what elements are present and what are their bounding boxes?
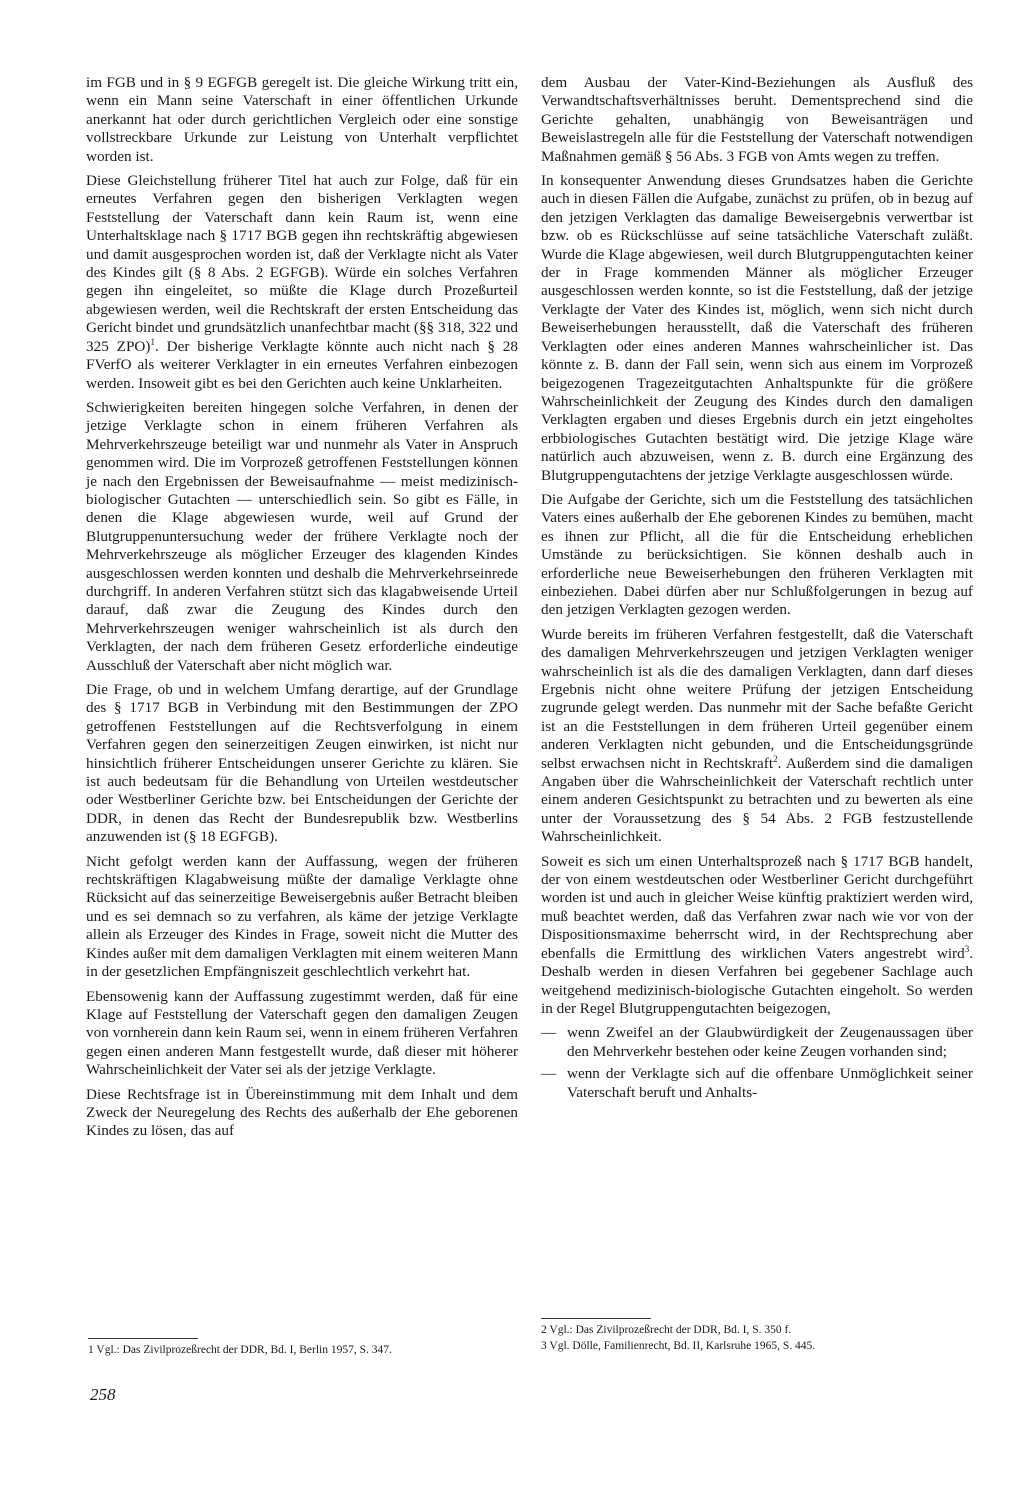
paragraph xyxy=(541,626,973,847)
paragraph xyxy=(86,172,518,393)
paragraph: Die Aufgabe der Gerichte, sich um die Feststellung des tatsächlichen Vaters eines außerhalb der Ehe geborenen Kindes zu bemühen, macht es ihnen zur Pflicht, all die für die Entscheidung erheblichen Umstände zu berücksichtigen. Sie können deshalb auch in erforderliche neue Beweiserhebungen den früheren Verklagten mit einbeziehen. Dabei dürfen aber nur Schlußfolgerungen in bezug auf den jetzigen Verklagten gezogen werden. xyxy=(541,490,973,619)
page-number: 258 xyxy=(90,1385,116,1404)
paragraph: In konsequenter Anwendung dieses Grundsatzes haben die Gerichte auch in diesen Fällen die Aufgabe, zunächst zu prüfen, ob in bezug auf den jetzigen Verklagten das damalige Beweisergebnis verwertbar ist bzw. ob es Rückschlüsse auf seine tatsächliche Vaterschaft zuläßt. Wurde die Klage abgewiesen, weil durch Blutgruppengutachten keiner der in Frage kommenden Männer als möglicher Erzeuger ausgeschlossen werden konnte, so ist die Feststellung, daß der jetzige Verklagte der Vater des Kindes ist, möglich, wenn sich nicht durch Beweiserhebungen herausstellt, daß die Vaterschaft des früheren Verklagten oder eines anderen Mannes wahrscheinlicher ist. Das könnte z. B. dann der Fall sein, wenn sich aus einem im Vorprozeß beigezogenen Tragezeitgutachten Anhaltspunkte für die größere Wahrscheinlichkeit der Zeugung des Kindes durch den damaligen Verklagten ergaben und dieses Ergebnis durch ein jetzt eingeholtes erbbiologisches Gutachten bestätigt wird. Die jetzige Klage wäre natürlich auch abzuweisen, wenn z. B. durch eine Ergänzung des Blutgruppengutachtens der jetzige Verklagte ausgeschlossen würde. xyxy=(541,172,973,484)
paragraph-text: Diese Gleichstellung früherer Titel hat auch zur Folge, daß für ein erneutes Verfahren gegen den bisherigen Verklagten wegen Feststellung der Vaterschaft dann kein Raum ist, wenn eine Unterhaltsklage nach § 1717 BGB gegen ihn rechtskräftig abgewiesen und damit ausgesprochen worden ist, daß der Verklagte nicht als Vater des Kindes gilt (§ 8 Abs. 2 EGFGB). Würde ein solches Verfahren gegen ihn eingeleitet, so müßte die Klage durch Prozeßurteil abgewiesen werden, weil die Rechtskraft der ersten Entscheidung das Gericht bindet und grundsätzlich unanfechtbar macht (§§ 318, 322 und 325 ZPO) xyxy=(86,172,518,355)
dash-list-item xyxy=(541,1065,973,1102)
list-item-text: wenn der Verklagte sich auf die offenbare Unmöglichkeit seiner Vaterschaft beruft und Anhalts- xyxy=(567,1065,973,1101)
footnote-divider xyxy=(88,1338,198,1339)
paragraph: im FGB und in § 9 EGFGB geregelt ist. Die gleiche Wirkung tritt ein, wenn ein Mann seine Vaterschaft in einer öffentlichen Urkunde anerkannt hat oder durch gerichtlichen Vergleich oder eine sonstige vollstreckbare Urkunde zur Leistung von Unterhalt verpflichtet worden ist. xyxy=(86,74,518,165)
dash-list-item xyxy=(541,1024,973,1061)
paragraph-text: Soweit es sich um einen Unterhaltsprozeß nach § 1717 BGB handelt, der von einem westdeutschen oder Westberliner Gericht durchgeführt worden ist und auch in gleicher Weise künftig praktiziert werden wird, muß beachtet werden, daß das Verfahren zwar nach wie vor von der Dispositionsmaxime beherrscht wird, in der Rechtsprechung aber ebenfalls die Ermittlung des wirklichen Vaters angestrebt wird xyxy=(541,852,973,962)
footnote-ref: 3 xyxy=(964,943,970,954)
footnote-1: 1 Vgl.: Das Zivilprozeßrecht der DDR, Bd. I, Berlin 1957, S. 347. xyxy=(88,1344,392,1356)
list-item-text: wenn Zweifel an der Glaubwürdigkeit der Zeugenaussagen über den Mehrverkehr bestehen oder keine Zeugen vorhanden sind; xyxy=(567,1024,973,1060)
dash-bullet: — xyxy=(541,1024,557,1042)
paragraph: Die Frage, ob und in welchem Umfang derartige, auf der Grundlage des § 1717 BGB in Verbindung mit den Bestimmungen der ZPO getroffenen Feststellungen auf die Rechtsverfolgung in einem Verfahren gegen den seinerzeitigen Zeugen einwirken, ist nicht nur hinsichtlich früherer Entscheidungen unserer Gerichte zu klären. Sie ist auch bedeutsam für die Behandlung von Urteilen westdeutscher oder Westberliner Gerichte bzw. bei Entscheidungen der Gerichte der DDR, in denen das Recht der Bundesrepublik bzw. Westberlins anzuwenden ist (§ 18 EGFGB). xyxy=(86,681,518,846)
paragraph-text: Wurde bereits im früheren Verfahren festgestellt, daß die Vaterschaft des damaligen Mehrverkehrszeugen und jetzigen Verklagten weniger wahrscheinlich ist als die des damaligen Verklagten, dann darf dieses Ergebnis nicht ohne weitere Prüfung der jetzigen Entscheidung zugrunde gelegt werden. Das nunmehr mit der Sache befaßte Gericht ist an die Feststellungen in dem früheren Urteil gegenüber einem anderen Verklagten nicht gebunden, und die Entscheidungsgründe selbst erwachsen nicht in Rechtskraft xyxy=(541,625,973,772)
dash-bullet: — xyxy=(541,1065,557,1083)
footnote-ref: 2 xyxy=(773,753,778,764)
paragraph: dem Ausbau der Vater-Kind-Beziehungen als Ausfluß des Verwandtschaftsverhältnisses beruht. Dementsprechend sind die Gerichte gehalten, unabhängig von Beweisanträgen und Beweislastregeln alle für die Feststellung der Vaterschaft notwendigen Maßnahmen gemäß § 56 Abs. 3 FGB von Amts wegen zu treffen. xyxy=(541,74,973,165)
footnote-ref: 1 xyxy=(150,336,155,347)
paragraph-text: . Deshalb werden in diesen Verfahren bei gegebener Sachlage auch weitgehend medizinisch-biologische Gutachten eingeholt. So werden in der Regel Blutgruppengutachten beigezogen, xyxy=(541,944,973,1017)
paragraph: Ebensowenig kann der Auffassung zugestimmt werden, daß für eine Klage auf Feststellung der Vaterschaft gegen den damaligen Zeugen von vornherein dann kein Raum sei, wenn in einem früheren Verfahren gegen einen anderen Mann festgestellt wurde, daß dieser mit höherer Wahrscheinlichkeit der Vater sei als der jetzige Verklagte. xyxy=(86,987,518,1079)
footnote-3: 3 Vgl. Dölle, Familienrecht, Bd. II, Karlsruhe 1965, S. 445. xyxy=(541,1340,816,1352)
paragraph: Diese Rechtsfrage ist in Übereinstimmung mit dem Inhalt und dem Zweck der Neuregelung des Rechts des außerhalb der Ehe geborenen Kindes zu lösen, das auf xyxy=(86,1085,518,1140)
paragraph-text: . Der bisherige Verklagte könnte auch nicht nach § 28 FVerfO als weiterer Verklagter in ein erneutes Verfahren einbezogen werden. Insoweit gibt es bei den Gerichten auch keine Unklarheiten. xyxy=(86,337,518,392)
paragraph xyxy=(541,853,973,1019)
footnote-2: 2 Vgl.: Das Zivilprozeßrecht der DDR, Bd. I, S. 350 f. xyxy=(541,1324,792,1336)
right-column xyxy=(541,74,973,1106)
footnote-divider xyxy=(541,1318,651,1319)
paragraph-text: . Außerdem sind die damaligen Angaben über die Wahrscheinlichkeit der Vaterschaft rechtlich unter einem anderen Gesichtspunkt zu betrachten und zu bewerten als eine unter der Voraussetzung des § 54 Abs. 2 FGB festzustellende Wahrscheinlichkeit. xyxy=(541,754,973,846)
left-column xyxy=(86,74,518,1147)
paragraph: Nicht gefolgt werden kann der Auffassung, wegen der früheren rechtskräftigen Klagabweisung müßte der damalige Verklagte ohne Rücksicht auf das seinerzeitige Beweisergebnis außer Betracht bleiben und es sei demnach so zu verfahren, als käme der jetzige Verklagte allein als Erzeuger des Kindes in Frage, soweit nicht die Mutter des Kindes außer mit dem damaligen Verklagten mit einem weiteren Mann in der gesetzlichen Empfängniszeit geschlechtlich verkehrt hat. xyxy=(86,852,518,981)
paragraph: Schwierigkeiten bereiten hingegen solche Verfahren, in denen der jetzige Verklagte schon in einem früheren Verfahren als Mehrverkehrszeuge beteiligt war und nunmehr als Vater in Anspruch genommen wird. Die im Vorprozeß getroffenen Feststellungen können je nach den Ergebnissen der Beweisaufnahme — meist medizinisch-biologischer Gutachten — unterschiedlich sein. So gibt es Fälle, in denen die Klage abgewiesen wurde, weil auf Grund der Blutgruppenuntersuchung weder der frühere Verklagte noch der Mehrverkehrszeuge als möglicher Erzeuger des klagenden Kindes ausgeschlossen werden konnten und deshalb die Mehrverkehrseinrede durchgriff. In anderen Verfahren stützt sich das klagabweisende Urteil darauf, daß zwar die Zeugung des Kindes durch den Mehrverkehrszeugen weniger wahrscheinlich ist als durch den Verklagten, der nach dem früheren Gesetz erforderliche eindeutige Ausschluß der Vaterschaft aber nicht möglich war. xyxy=(86,398,518,674)
